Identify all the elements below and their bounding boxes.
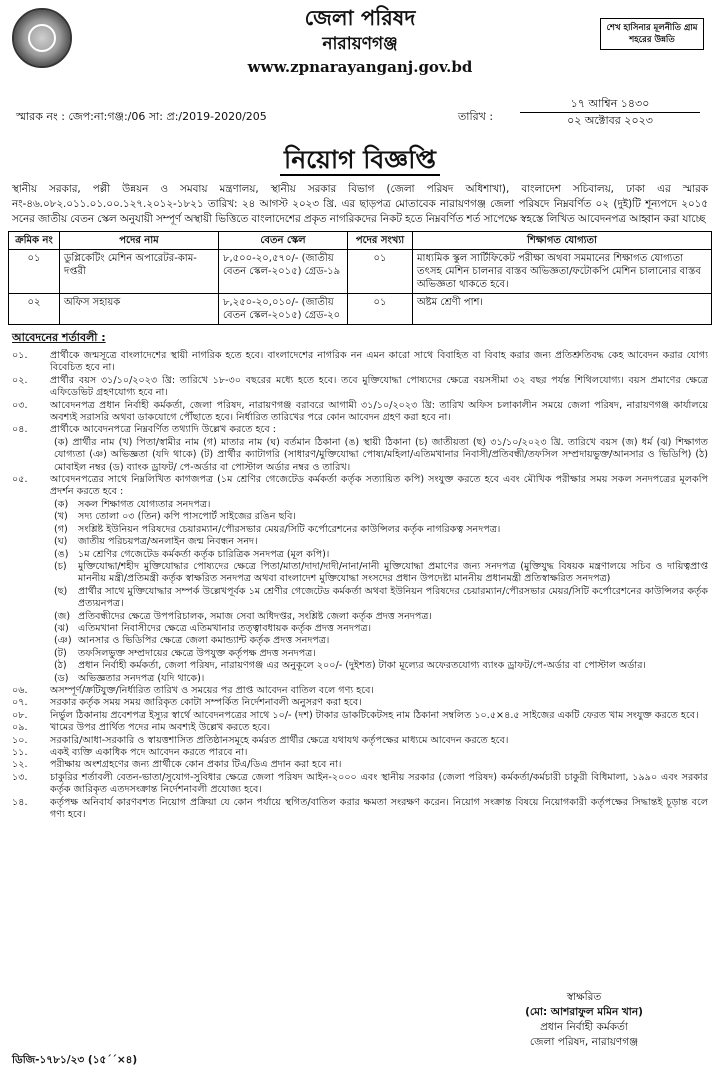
condition-text: প্রার্থীকে জন্মসূত্রে বাংলাদেশের স্থায়ী নাগরিক হতে হবে। বাংলাদেশের নাগরিক নন এমন কারো সাথে বিবাহিত বা বিবাহ করার জন্য প্রতিশ্রুতিবদ্ধ কেহ আবেদন করার যোগ্য বিবেচিত হবে না।: [50, 350, 708, 374]
condition-number: ০৩.: [12, 399, 28, 411]
qualification-cell: অষ্টম শ্রেণী পাশ।: [413, 294, 712, 325]
intro-paragraph: স্থানীয় সরকার, পল্লী উন্নয়ন ও সমবায় মন্ত্রণালয়, স্থানীয় সরকার বিভাগ (জেলা পরিষদ অধিশাখা), বাংলাদেশ সচিবালয়, ঢাকা এর স্মারক নং-৪৬.০৮২.০১১.০১.০০.১২৭.২০১২-১৮২১ তারিখ: ২৪ আগস্ট ২০২৩ খ্রি. এর ছাড়পত্র মোতাবেক নারায়ণগঞ্জ জেলা পরিষদে নিম্নবর্ণিত ০২ (দুই)টি শূন্যপদে ২০১৫ সনের জাতীয় বেতন স্কেল অনুযায়ী সম্পূর্ণ অস্থায়ী ভিত্তিতে বাংলাদেশের প্রকৃত নাগরিকদের নিকট হতে নিম্নবর্ণিত শর্ত সাপেক্ষে স্বহস্তে লিখিত আবেদনপত্র আহ্বান করা যাচ্ছে: [12, 183, 708, 225]
condition-subitem: [54, 660, 708, 672]
condition-item: [8, 375, 712, 400]
slogan-box: শেখ হাসিনার মূলনীতি গ্রাম শহরের উন্নতি: [600, 18, 704, 50]
column-header: ক্রমিক নং: [9, 232, 60, 250]
condition-text-block: [50, 400, 712, 425]
subitem-text: (ক) প্রার্থীর নাম (খ) পিতা/স্বামীর নাম (গ) মাতার নাম (ঘ) বর্তমান ঠিকানা (ঙ) স্থায়ী ঠিকানা (চ) জাতীয়তা (ছ) ৩১/১০/২০২৩ খ্রি. তারিখে বয়স (জ) ধর্ম (ঝ) শিক্ষাগত যোগ্যতা (ঞ) অভিজ্ঞতা (যদি থাকে) (ট) প্রার্থীর ক্যাটাগরি (সাধারণ/মুক্তিযোদ্ধা পোষ্য/মহিলা/এতিমখানার নিবাসী/প্রতিবন্ধী/তফসিল সম্প্রদায়ভুক্ত/আনসার ও ভিডিপি) (ঠ) মোবাইল নম্বর (ড) ব্যাংক ড্রাফট/ পে-অর্ডার বা পোস্টাল অর্ডার নম্বর ও তারিখ।: [54, 436, 708, 473]
condition-text: চাকুরির শর্তাবলী বেতন-ভাতা/সুযোগ-সুবিধার ক্ষেত্রে জেলা পরিষদ আইন-২০০০ এবং স্থানীয় সরকার (জেলা পরিষদ) কর্মকর্তা/কর্মচারী চাকুরী বিধিমালা, ১৯৯০ এবং সরকার কর্তৃক জারিকৃত এতদসংক্রান্ত নির্দেশনাবলী প্রযোজ্য হবে।: [50, 771, 708, 796]
condition-item: [8, 697, 712, 709]
condition-number: ০৮.: [12, 709, 28, 721]
condition-text-block: [50, 685, 712, 697]
date-english: ০২ অক্টোবর ২০২৩: [567, 114, 653, 127]
signature-block: [484, 990, 684, 1050]
subitem-text: ১ম শ্রেণির গেজেটেড কর্মকর্তা কর্তৃক চারিত্রিক সনদপত্র (মূল কপি)।: [78, 548, 330, 560]
condition-subitem: [54, 511, 708, 523]
condition-text-block: [50, 759, 712, 771]
condition-text-block: [50, 797, 712, 822]
condition-text-block: [50, 375, 712, 400]
signatory-name: (মো: আশরাফুল মমিন খান): [525, 1006, 643, 1018]
qualification-cell: মাধ্যমিক স্কুল সার্টিফিকেট পরীক্ষা অথবা সমমানের শিক্ষাগত যোগ্যতা তৎসহ মেশিন চালনার বাস্তব অভিজ্ঞতা/ফটোকপি মেশিন চালানোর বাস্তব অভিজ্ঞতা থাকতে হবে।: [413, 250, 712, 294]
conditions-heading: আবেদনের শর্তাবলী :: [12, 331, 106, 344]
subitem-text: আনসার ও ভিডিপির ক্ষেত্রে জেলা কমান্ড্যান্ট কর্তৃক প্রদত্ত সনদপত্র।: [78, 635, 330, 647]
condition-text: একই ব্যক্তি একাধিক পদে আবেদন করতে পারবে না।: [50, 747, 248, 758]
table-header-row: [9, 232, 712, 250]
condition-number: ১৪.: [12, 796, 28, 808]
condition-text: নির্ভুল ঠিকানায় প্রবেশপত্র ইস্যুর স্বার্থে আবেদনপত্রের সাথে ১০/- (দশ) টাকার ডাকটিকেটসহ নাম ঠিকানা সম্বলিত ১০.৫×৪.৫ সাইজের একটি ফেরত খাম সংযুক্ত করতে হবে।: [50, 709, 699, 721]
post-cell: অফিস সহায়ক: [60, 294, 219, 325]
condition-item: [8, 747, 712, 759]
subitem-text: প্রতিবন্ধীদের ক্ষেত্রে উপপরিচালক, সমাজ সেবা অধিদপ্তর, সংশ্লিষ্ট জেলা কর্তৃক প্রদত্ত সনদপত্র।: [78, 610, 432, 622]
subitem-text: প্রধান নির্বাহী কর্মকর্তা, জেলা পরিষদ, নারায়ণগঞ্জ এর অনুকূলে ২০০/- (দুইশত) টাকা মূল্যের অফেরতযোগ্য ব্যাংক ড্রাফট/পে-অর্ডার বা পোস্টাল অর্ডার।: [78, 660, 646, 672]
condition-text-block: [50, 350, 712, 375]
subitem-text: সকল শিক্ষাগত যোগ্যতার সনদপত্র।: [78, 498, 211, 510]
condition-number: ০৪.: [12, 424, 28, 436]
serial-cell: ০১: [9, 250, 60, 294]
count-cell: ০১: [348, 250, 413, 294]
condition-item: [8, 350, 712, 375]
date-block: [520, 96, 700, 129]
subitem-label: (চ): [54, 560, 67, 572]
condition-item: [8, 772, 712, 797]
condition-text: প্রার্থীর বয়স ৩১/১০/২০২৩ খ্রি: তারিখে ১৮-৩০ বছরের মধ্যে হতে হবে। তবে মুক্তিযোদ্ধা পোষ্যদের ক্ষেত্রে বয়সসীমা ৩২ বছর পর্যন্ত শিথিলযোগ্য। বয়স প্রমাণের ক্ষেত্রে এফিডেভিট গ্রহণযোগ্য হবে না।: [50, 374, 708, 399]
notice-title: নিয়োগ বিজ্ঞপ্তি: [8, 144, 712, 176]
district-council-seal-icon: [12, 8, 72, 68]
condition-text-block: [50, 747, 712, 759]
condition-item: [8, 400, 712, 425]
condition-text: কর্তৃপক্ষ অনিবার্য কারণবশত নিয়োগ প্রক্রিয়া যে কোন পর্যায়ে স্থগিত/বাতিল করার ক্ষমতা সংরক্ষণ করেন। নিয়োগ সংক্রান্ত বিষয়ে নিয়োগকারী কর্তৃপক্ষের সিদ্ধান্তই চূড়ান্ত বলে গণ্য হবে।: [50, 796, 708, 821]
condition-text-block: [50, 722, 712, 734]
subitem-text: প্রার্থীর সাথে মুক্তিযোদ্ধার সম্পর্ক উল্লেখপূর্বক ১ম শ্রেণীর গেজেটেড কর্মকর্তা অথবা ইউনিয়ন পরিষদের চেয়ারম্যান/পৌরসভার মেয়র/সিটি কর্পোরেশনের কাউন্সিলর কর্তৃক প্রত্যয়নপত্র।: [78, 585, 708, 610]
letterhead: [8, 4, 712, 96]
reference-row: [8, 96, 712, 142]
condition-item: [8, 759, 712, 771]
subitem-label: (ঝ): [54, 622, 69, 634]
subitem-label: (ঠ): [54, 660, 67, 672]
table-row: [9, 250, 712, 294]
condition-subitem: [54, 561, 708, 586]
condition-item: [8, 722, 712, 734]
condition-number: ০৯.: [12, 722, 28, 734]
district-name: নারায়ণগঞ্জ: [322, 34, 398, 54]
condition-subitem: [54, 549, 708, 561]
condition-text: প্রার্থীকে আবেদনপত্রে নিম্নবর্ণিত তথ্যাদি উল্লেখ করতে হবে :: [50, 424, 276, 436]
subitem-text: সদ্য তোলা ০৩ (তিন) কপি পাসপোর্ট সাইজের রঙিন ছবি।: [78, 511, 296, 523]
subitem-label: (ড): [54, 672, 69, 684]
subitem-text: মুক্তিযোদ্ধা/শহীদ মুক্তিযোদ্ধার পোষ্যদের ক্ষেত্রে পিতা/মাতা/দাদা/দাদী/নানা/নানী মুক্তিযোদ্ধা প্রমাণের জন্য সনদপত্র (মুক্তিযুদ্ধ বিষয়ক মন্ত্রণালয়ে সচিব ও দায়িত্বপ্রাপ্ত মাননীয় মন্ত্রী/প্রতিমন্ত্রী কর্তৃক স্বাক্ষরিত সনদপত্র অথবা বাংলাদেশ মুক্তিযোদ্ধা সংসদের প্রধান উপদেষ্টা মাননীয় প্রধানমন্ত্রী প্রতিস্বাক্ষরিত সনদপত্র): [78, 560, 708, 585]
condition-number: ১৩.: [12, 771, 28, 783]
column-header: বেতন স্কেল: [219, 232, 348, 250]
subitem-text: সংশ্লিষ্ট ইউনিয়ন পরিষদের চেয়ারম্যান/পৌরসভার মেয়র/সিটি কর্পোরেশনের কাউন্সিলর কর্তৃক নাগরিকত্ব সনদপত্র।: [78, 523, 501, 535]
subitem-label: (গ): [54, 523, 68, 535]
condition-subitem: [54, 648, 708, 660]
condition-text: সরকারি/আধা-সরকারি ও স্বায়ত্তশাসিত প্রতিষ্ঠানসমূহে কর্মরত প্রার্থীর ক্ষেত্রে যথাযথ কর্তৃপক্ষের মাধ্যমে আবেদন করতে হবে।: [50, 734, 509, 746]
condition-item: [8, 474, 712, 685]
signatory-office: জেলা পরিষদ, নারায়ণগঞ্জ: [529, 1036, 639, 1048]
post-cell: ডুপ্লিকেটিং মেশিন অপারেটর-কাম-দপ্তরী: [60, 250, 219, 294]
memo-number: স্মারক নং : জেপ:না:গঞ্জ:/06 সা: প্র:/2019-2020/205: [16, 110, 267, 123]
footer-code: ডিজি-১৭৮১/২৩ (১৫´´×৪): [12, 1054, 138, 1066]
date-bangla: ১৭ আশ্বিন ১৪৩০: [520, 96, 700, 113]
condition-subitem: [54, 635, 708, 647]
condition-number: ১০.: [12, 734, 28, 746]
condition-subitem: [54, 524, 708, 536]
subitem-text: তফসিলভুক্ত সম্প্রদায়ের ক্ষেত্রে উপযুক্ত কর্তৃপক্ষ প্রদত্ত সনদপত্র।: [78, 647, 316, 659]
condition-text: আবেদনপত্র প্রধান নির্বাহী কর্মকর্তা, জেলা পরিষদ, নারায়ণগঞ্জ বরাবরে আগামী ৩১/১০/২০২৩ খ্রি: তারিখ অফিস চলাকালীন সময়ে জেলা পরিষদ, নারায়ণগঞ্জ কার্যালয়ে অবশ্যই সরাসরি অথবা ডাকযোগে পৌঁছাতে হবে। নির্ধারিত তারিখের পরে কোন আবেদন গ্রহণ করা হবে না।: [50, 399, 708, 424]
subitem-text: জাতীয় পরিচয়পত্র/অনলাইন জন্ম নিবন্ধন সনদ।: [78, 536, 258, 548]
subitem-label: (ছ): [54, 585, 68, 597]
condition-text: পরীক্ষায় অংশগ্রহণের জন্য প্রার্থীকে কোন প্রকার টিএ/ডিএ প্রদান করা হবে না।: [50, 759, 342, 771]
condition-text-block: [50, 735, 712, 747]
scale-cell: ৮,২৫০-২০,০১০/- (জাতীয় বেতন স্কেল-২০১৫) গ্রেড-২০: [219, 294, 348, 325]
condition-item: [8, 424, 712, 474]
condition-item: [8, 685, 712, 697]
notice-page: [8, 4, 712, 1076]
condition-text: সরকার কর্তৃক সময় সময় জারিকৃত কোটা সম্পর্কিত নির্দেশনাবলী অনুসরণ করা হবে।: [50, 697, 362, 709]
condition-subitem: [54, 437, 708, 474]
subitem-label: (ঞ): [54, 635, 72, 647]
condition-number: ০৬.: [12, 684, 28, 696]
subitem-label: (খ): [54, 511, 68, 523]
subitem-label: (ঙ): [54, 548, 69, 560]
subitem-label: (ক): [54, 498, 69, 510]
vacancy-table: [8, 231, 712, 325]
condition-number: ১২.: [12, 759, 28, 771]
condition-item: [8, 735, 712, 747]
serial-cell: ০২: [9, 294, 60, 325]
column-header: পদের সংখ্যা: [348, 232, 413, 250]
condition-subitem: [54, 586, 708, 611]
condition-text: খামের উপর প্রার্থিত পদের নাম অবশ্যই উল্লেখ করতে হবে।: [50, 722, 271, 734]
condition-item: [8, 797, 712, 822]
condition-text-block: [50, 772, 712, 797]
condition-number: ০৭.: [12, 697, 28, 709]
condition-text: আবেদনপত্রের সাথে নিম্নলিখিত কাগজপত্র (১ম শ্রেণির গেজেটেড কর্মকর্তা কর্তৃক সত্যায়িত কপি) সংযুক্ত করতে হবে এবং মৌখিক পরীক্ষার সময় সকল সনদপত্রের মূলকপি প্রদর্শন করতে হবে :: [50, 474, 708, 498]
conditions-list: [8, 350, 712, 821]
condition-number: ১১.: [12, 747, 28, 758]
count-cell: ০১: [348, 294, 413, 325]
date-label: তারিখ :: [458, 110, 494, 123]
condition-text: অসম্পূর্ণ/ক্রটিযুক্ত/নির্ধারিত তারিখ ও সময়ের পর প্রাপ্ত আবেদন বাতিল বলে গণ্য হবে।: [50, 684, 374, 696]
condition-text-block: [50, 424, 712, 474]
scale-cell: ৮,৫০০-২০,৫৭০/- (জাতীয় বেতন স্কেল-২০১৫) গ্রেড-১৯: [219, 250, 348, 294]
website-link[interactable]: www.zpnarayanganj.gov.bd: [247, 58, 473, 76]
condition-number: ০২.: [12, 374, 28, 386]
subitem-text: অভিজ্ঞতার সনদপত্র (যদি থাকে)।: [78, 672, 205, 684]
condition-subitem: [54, 536, 708, 548]
column-header: পদের নাম: [60, 232, 219, 250]
condition-subitem: [54, 611, 708, 623]
condition-number: ০৫.: [12, 474, 28, 486]
condition-text-block: [50, 697, 712, 709]
condition-item: [8, 710, 712, 722]
column-header: শিক্ষাগত যোগ্যতা: [413, 232, 712, 250]
condition-text-block: [50, 710, 712, 722]
subitem-text: এতিমখানা নিবাসীদের ক্ষেত্রে এতিমখানার তত্ত্বাবধায়ক কর্তৃক প্রদত্ত সনদপত্র।: [78, 622, 372, 634]
subitem-label: (ঘ): [54, 536, 68, 548]
signatory-designation: প্রধান নির্বাহী কর্মকর্তা: [540, 1021, 628, 1033]
table-row: [9, 294, 712, 325]
condition-number: ০১.: [12, 350, 28, 361]
subitem-label: (জ): [54, 610, 71, 622]
condition-text-block: [50, 474, 712, 685]
condition-subitem: [54, 623, 708, 635]
subitem-label: (ট): [54, 647, 67, 659]
signed-label: স্বাক্ষরিত: [566, 991, 602, 1003]
condition-subitem: [54, 499, 708, 511]
organization-name: জেলা পরিষদ: [304, 5, 416, 30]
condition-subitem: [54, 673, 708, 685]
